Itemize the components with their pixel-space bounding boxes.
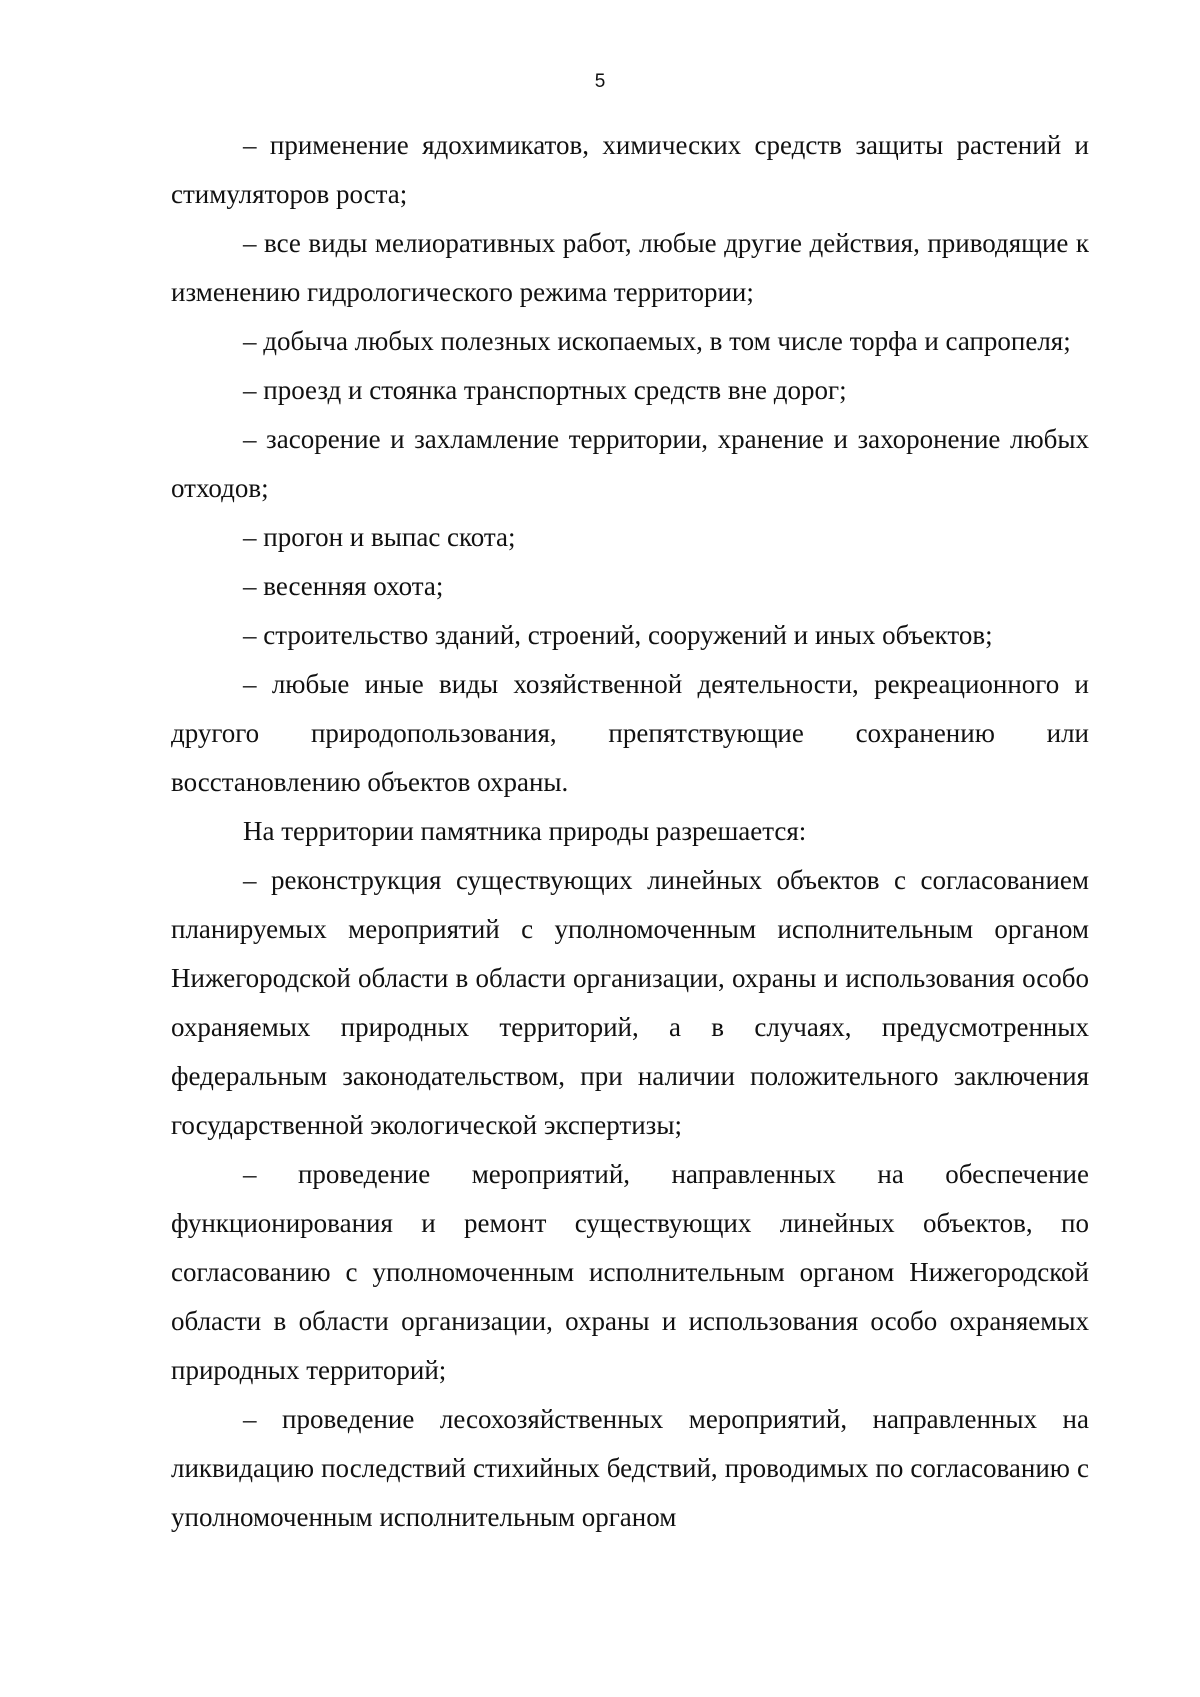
paragraph-ban-spring-hunting: – весенняя охота; bbox=[243, 571, 444, 601]
paragraph-ban-grazing: – прогон и выпас скота; bbox=[243, 522, 516, 552]
paragraph-ban-mining: – добыча любых полезных ископаемых, в том числе торфа и сапропеля; bbox=[243, 326, 1071, 356]
paragraph-ban-other-activities: – любые иные виды хозяйственной деятельности, рекреационного и другого природопользования, препятствующие сохранению или восстановлению объектов охраны. bbox=[171, 669, 1089, 797]
paragraph-permit-forestry: – проведение лесохозяйственных мероприятий, направленных на ликвидацию последствий стихийных бедствий, проводимых по согласованию с уполномоченным исполнительным органом bbox=[171, 1404, 1089, 1532]
paragraph-permit-maintenance: – проведение мероприятий, направленных на обеспечение функционирования и ремонт существующих линейных объектов, по согласованию с уполномоченным исполнительным органом Нижегородской области в области организации, охраны и использования особо охраняемых природных территорий; bbox=[171, 1159, 1089, 1385]
document-body bbox=[171, 121, 1089, 1542]
paragraph-permitted-heading: На территории памятника природы разрешается: bbox=[243, 816, 807, 846]
paragraph-ban-offroad-vehicles: – проезд и стоянка транспортных средств вне дорог; bbox=[243, 375, 847, 405]
paragraph-ban-agrochemicals: – применение ядохимикатов, химических средств защиты растений и стимуляторов роста; bbox=[171, 130, 1089, 209]
paragraph-permit-reconstruction: – реконструкция существующих линейных объектов с согласованием планируемых мероприятий с уполномоченным исполнительным органом Нижегородской области в области организации, охраны и использования особо охраняемых природных территорий, а в случаях, предусмотренных федеральным законодательством, при наличии положительного заключения государственной экологической экспертизы; bbox=[171, 865, 1089, 1140]
page-number: 5 bbox=[594, 71, 606, 92]
paragraph-ban-littering: – засорение и захламление территории, хранение и захоронение любых отходов; bbox=[171, 424, 1089, 503]
paragraph-ban-construction: – строительство зданий, строений, сооружений и иных объектов; bbox=[243, 620, 993, 650]
paragraph-ban-melioration: – все виды мелиоративных работ, любые другие действия, приводящие к изменению гидрологического режима территории; bbox=[171, 228, 1089, 307]
